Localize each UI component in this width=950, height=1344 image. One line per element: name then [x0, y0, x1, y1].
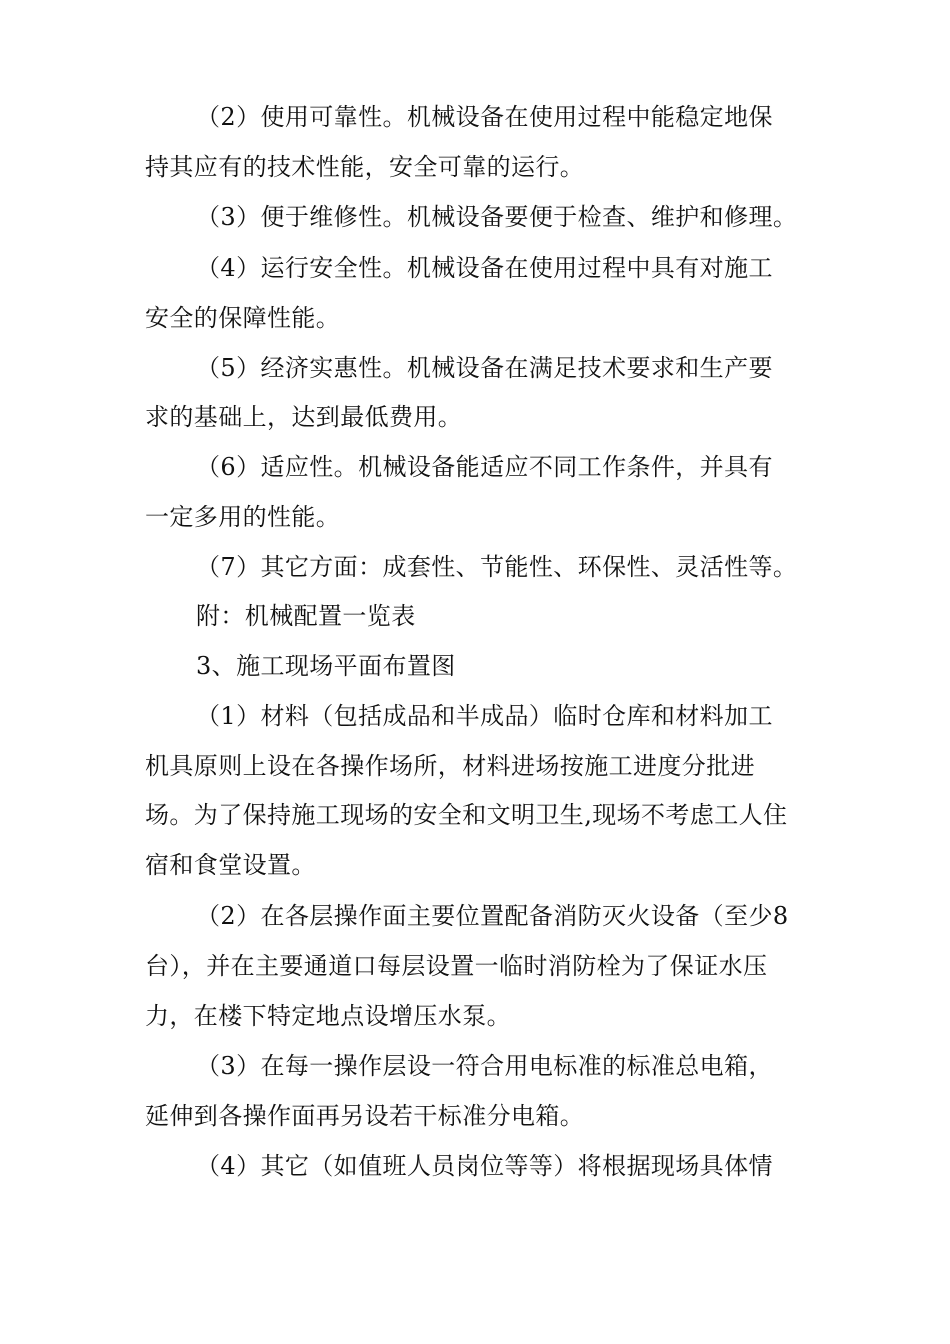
- paragraph-line: 一定多用的性能。: [145, 503, 341, 531]
- paragraph-line: 力，在楼下特定地点设增压水泵。: [145, 1002, 511, 1030]
- section-heading: 3、施工现场平面布置图: [196, 652, 456, 680]
- paragraph-line: 机具原则上设在各操作场所，材料进场按施工进度分批进: [145, 752, 755, 780]
- paragraph-line: 安全的保障性能。: [145, 304, 341, 332]
- paragraph-line: （5）经济实惠性。机械设备在满足技术要求和生产要: [196, 354, 773, 382]
- paragraph-line: （3）在每一操作层设一符合用电标准的标准总电箱，: [196, 1052, 773, 1080]
- paragraph-line: （1）材料（包括成品和半成品）临时仓库和材料加工: [196, 702, 773, 730]
- paragraph-line: （4）运行安全性。机械设备在使用过程中具有对施工: [196, 254, 773, 282]
- paragraph-line: 延伸到各操作面再另设若干标准分电箱。: [145, 1102, 585, 1130]
- paragraph-line: （4）其它（如值班人员岗位等等）将根据现场具体情: [196, 1152, 773, 1180]
- paragraph-line: 宿和食堂设置。: [145, 851, 316, 879]
- paragraph-line: （2）使用可靠性。机械设备在使用过程中能稳定地保: [196, 103, 773, 131]
- appendix-note: 附：机械配置一览表: [196, 602, 416, 630]
- paragraph-line: 台），并在主要通道口每层设置一临时消防栓为了保证水压: [145, 952, 768, 980]
- paragraph-line: （2）在各层操作面主要位置配备消防灭火设备（至少8: [196, 902, 789, 930]
- paragraph-line: （7）其它方面：成套性、节能性、环保性、灵活性等。: [196, 553, 798, 581]
- paragraph-line: 求的基础上，达到最低费用。: [145, 403, 463, 431]
- paragraph-line: （3）便于维修性。机械设备要便于检查、维护和修理。: [196, 203, 798, 231]
- paragraph-line: （6）适应性。机械设备能适应不同工作条件，并具有: [196, 453, 773, 481]
- paragraph-line: 持其应有的技术性能，安全可靠的运行。: [145, 153, 585, 181]
- paragraph-line: 场。为了保持施工现场的安全和文明卫生,现场不考虑工人住: [145, 801, 788, 829]
